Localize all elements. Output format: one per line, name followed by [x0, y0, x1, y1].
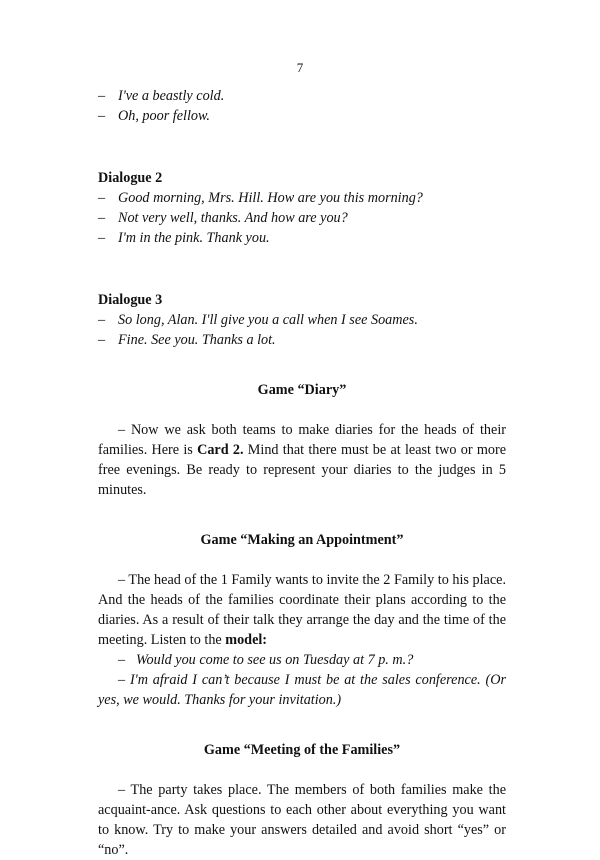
- game-diary-text: [98, 420, 506, 500]
- game-diary-text-2: Mind that there must be at least two or more free evenings. Be ready to represent your diaries to the judges in 5 minutes.: [98, 442, 506, 498]
- dialogue-line: [98, 228, 506, 248]
- dialogue-line: [98, 310, 506, 330]
- dialogue-2-title: Dialogue 2: [98, 170, 163, 186]
- dialogue-line: [98, 650, 506, 670]
- dialogue-line: [98, 208, 506, 228]
- game-appointment-text-1: The head of the 1 Family wants to invite the 2 Family to his place. And the heads of the families coordinate their plans according to the diaries. As a result of their talk they arrange the day and the time of the meeting. Listen to the: [98, 572, 506, 648]
- dash: –: [98, 210, 106, 226]
- dialogue-text: Would you come to see us on Tuesday at 7 p. m.?: [136, 652, 414, 668]
- dash: –: [118, 672, 126, 688]
- dash: –: [118, 572, 126, 588]
- dialogue-line: [98, 670, 506, 710]
- dialogue-3-title: Dialogue 3: [98, 292, 163, 308]
- dialogue-line: [98, 330, 506, 350]
- game-appointment-text: [98, 570, 506, 650]
- dialogue-text: Oh, poor fellow.: [118, 108, 210, 124]
- page-number: 7: [296, 60, 304, 75]
- dash: –: [98, 312, 106, 328]
- game-appointment-title: Game “Making an Appointment”: [200, 532, 404, 548]
- dialogue-text: I'm in the pink. Thank you.: [118, 230, 270, 246]
- page-content: [98, 86, 506, 860]
- game-meeting-text: [98, 780, 506, 860]
- dialogue-text: Fine. See you. Thanks a lot.: [118, 332, 276, 348]
- dialogue-text: I'm afraid I can’t because I must be at the sales conference. (Or yes, we would. Thanks for your invitation.): [98, 672, 507, 708]
- game-diary-text-1: Now we ask both teams to make diaries for the heads of their families. Here is: [98, 422, 506, 458]
- model-label: model:: [225, 632, 268, 648]
- dash: –: [98, 88, 106, 104]
- game-meeting-title: Game “Meeting of the Families”: [203, 742, 401, 758]
- dash: –: [98, 190, 106, 206]
- dash: –: [118, 652, 126, 668]
- dash: –: [118, 782, 126, 798]
- dialogue-line: [98, 106, 506, 126]
- card-label: Card 2.: [197, 442, 244, 458]
- dialogue-line: [98, 188, 506, 208]
- dialogue-line: [98, 86, 506, 106]
- dialogue-text: Good morning, Mrs. Hill. How are you this morning?: [118, 190, 423, 206]
- dialogue-text: So long, Alan. I'll give you a call when I see Soames.: [118, 312, 418, 328]
- dash: –: [118, 422, 126, 438]
- dialogue-text: Not very well, thanks. And how are you?: [118, 210, 348, 226]
- dialogue-text: I've a beastly cold.: [118, 88, 225, 104]
- game-meeting-text-body: The party takes place. The members of both families make the acquaint-ance. Ask questions to each other about everything you want to know. Try to make your answers detailed and avoid short “yes” or “no”.: [98, 782, 506, 858]
- game-diary-title: Game “Diary”: [257, 382, 347, 398]
- dash: –: [98, 108, 106, 124]
- dash: –: [98, 332, 106, 348]
- dash: –: [98, 230, 106, 246]
